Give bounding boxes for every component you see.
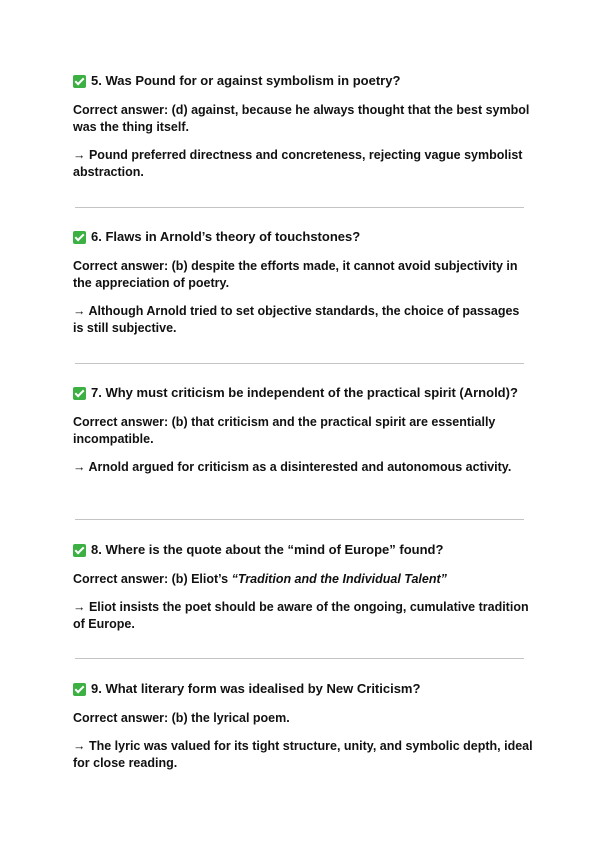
divider	[75, 207, 524, 208]
divider	[75, 519, 524, 520]
question-title	[73, 229, 533, 245]
work-title: “Tradition and the Individual Talent”	[231, 572, 447, 586]
question-title-text: 5. Was Pound for or against symbolism in poetry?	[91, 73, 401, 88]
divider	[75, 363, 524, 364]
explanation: → Pound preferred directness and concreteness, rejecting vague symbolist abstraction.	[73, 148, 523, 179]
question-8	[73, 542, 533, 633]
explanation: → Arnold argued for criticism as a disinterested and autonomous activity.	[73, 460, 512, 474]
question-9	[73, 681, 533, 772]
question-title	[73, 542, 533, 558]
question-title	[73, 385, 533, 401]
check-mark-icon	[73, 231, 86, 244]
correct-answer: Correct answer: (b) despite the efforts made, it cannot avoid subjectivity in the appreciation of poetry.	[73, 259, 518, 290]
question-title	[73, 73, 533, 89]
correct-answer	[73, 571, 533, 588]
check-mark-icon	[73, 387, 86, 400]
check-mark-icon	[73, 683, 86, 696]
correct-answer: Correct answer: (d) against, because he always thought that the best symbol was the thing itself.	[73, 103, 530, 134]
divider	[75, 658, 524, 659]
correct-answer: Correct answer: (b) that criticism and the practical spirit are essentially incompatible.	[73, 415, 496, 446]
explanation: → The lyric was valued for its tight structure, unity, and symbolic depth, ideal for close reading.	[73, 739, 533, 770]
question-title	[73, 681, 533, 697]
correct-answer: Correct answer: (b) the lyrical poem.	[73, 711, 290, 725]
check-mark-icon	[73, 75, 86, 88]
question-title-text: 9. What literary form was idealised by New Criticism?	[91, 681, 421, 696]
question-title-text: 7. Why must criticism be independent of the practical spirit (Arnold)?	[91, 385, 518, 400]
explanation: → Although Arnold tried to set objective standards, the choice of passages is still subjective.	[73, 304, 520, 335]
question-5	[73, 73, 533, 181]
question-title-text: 8. Where is the quote about the “mind of Europe” found?	[91, 542, 444, 557]
check-mark-icon	[73, 544, 86, 557]
question-title-text: 6. Flaws in Arnold’s theory of touchstones?	[91, 229, 361, 244]
question-7	[73, 385, 533, 476]
explanation: → Eliot insists the poet should be aware of the ongoing, cumulative tradition of Europe.	[73, 600, 529, 631]
question-6	[73, 229, 533, 337]
answer-prefix: Correct answer: (b) Eliot’s	[73, 572, 232, 586]
